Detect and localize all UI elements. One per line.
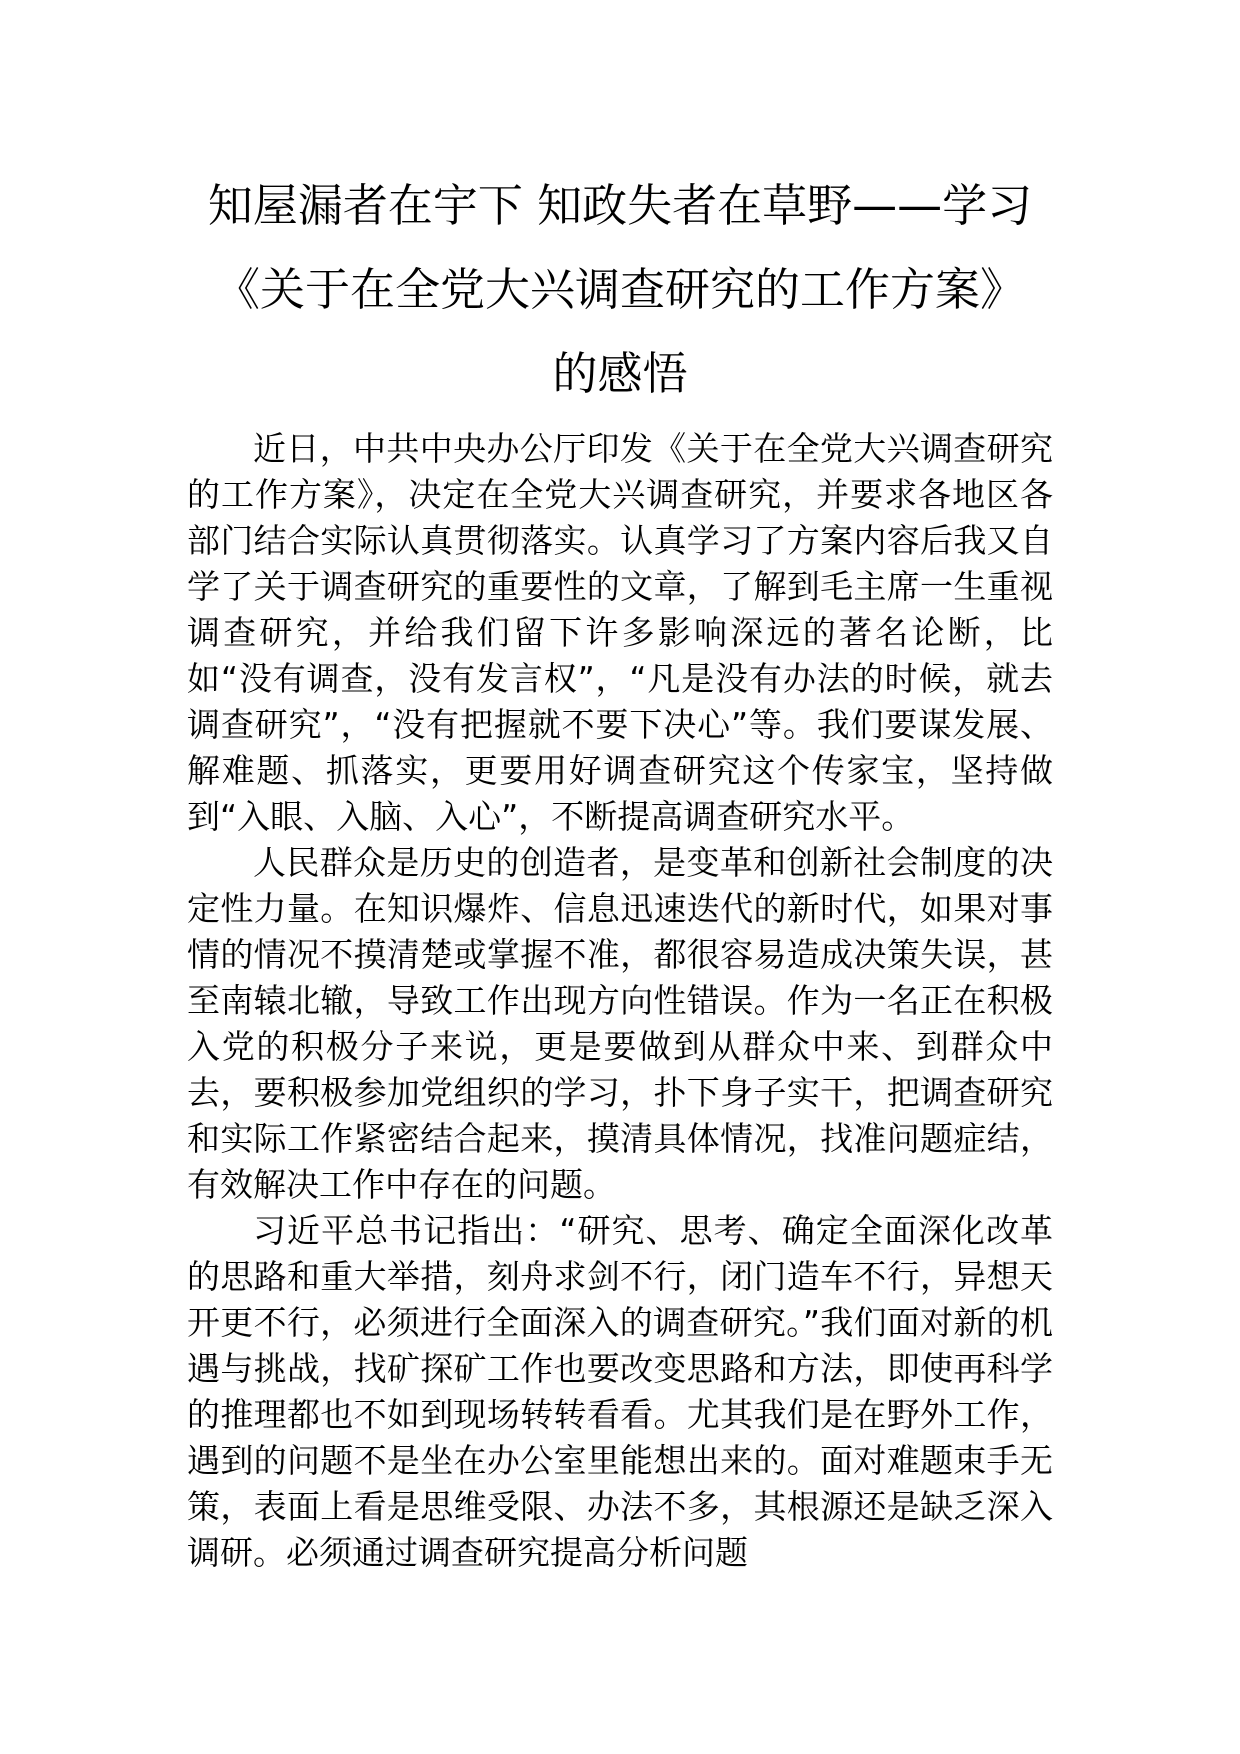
document-body [187, 426, 1053, 1576]
title-line-2: 《关于在全党大兴调查研究的工作方案》 [214, 263, 1025, 316]
paragraph-2: 人民群众是历史的创造者，是变革和创新社会制度的决定性力量。在知识爆炸、信息迅速迭代的新时代，如果对事情的情况不摸清楚或掌握不准，都很容易造成决策失误，甚至南辕北辙，导致工作出现方向性错误。作为一名正在积极入党的积极分子来说，更是要做到从群众中来、到群众中去，要积极参加党组织的学习，扑下身子实干，把调查研究和实际工作紧密结合起来，摸清具体情况，找准问题症结，有效解决工作中存在的问题。 [187, 843, 1053, 1204]
paragraph-1: 近日，中共中央办公厅印发《关于在全党大兴调查研究的工作方案》，决定在全党大兴调查研究，并要求各地区各部门结合实际认真贯彻落实。认真学习了方案内容后我又自学了关于调查研究的重要性的文章，了解到毛主席一生重视调查研究，并给我们留下许多影响深远的著名论断，比如“没有调查，没有发言权”，“凡是没有办法的时候，就去调查研究”，“没有把握就不要下决心”等。我们要谋发展、解难题、抓落实，更要用好调查研究这个传家宝，坚持做到“入眼、入脑、入心”，不断提高调查研究水平。 [187, 429, 1053, 836]
title-line-1: 知屋漏者在宇下 知政失者在草野——学习 [207, 179, 1033, 232]
paragraph-3: 习近平总书记指出：“研究、思考、确定全面深化改革的思路和重大举措，刻舟求剑不行，闭门造车不行，异想天开更不行，必须进行全面深入的调查研究。”我们面对新的机遇与挑战，找矿探矿工作也要改变思路和方法，即使再科学的推理都也不如到现场转转看看。尤其我们是在野外工作，遇到的问题不是坐在办公室里能想出来的。面对难题束手无策，表面上看是思维受限、办法不多，其根源还是缺乏深入调研。必须通过调查研究提高分析问题 [187, 1211, 1053, 1572]
title-line-3: 的感悟 [552, 347, 688, 400]
document-title [150, 164, 1090, 416]
